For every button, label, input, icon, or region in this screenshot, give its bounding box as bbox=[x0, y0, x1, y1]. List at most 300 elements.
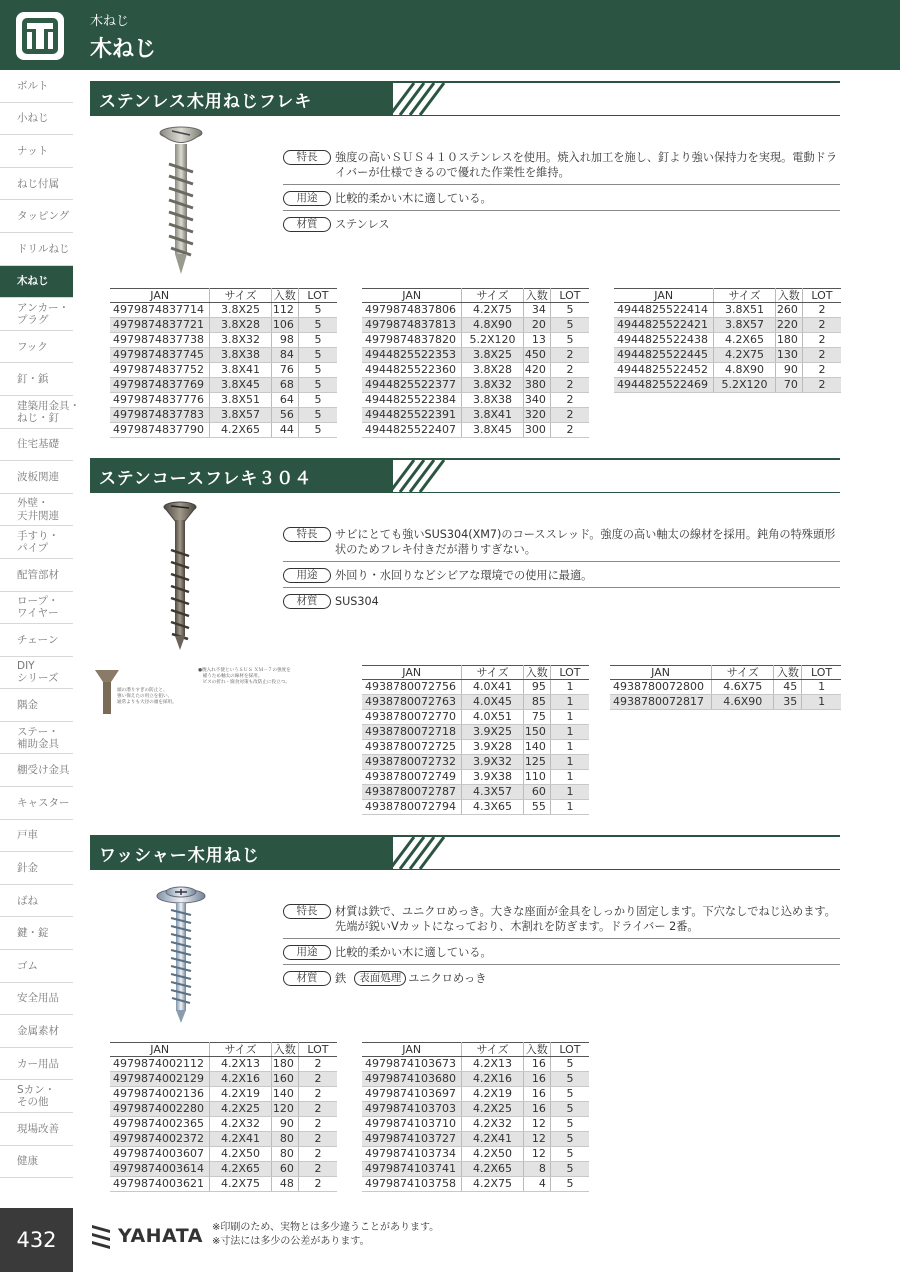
jan-cell: 4979874002365 bbox=[110, 1117, 210, 1132]
size-cell: 4.2X41 bbox=[462, 1132, 523, 1147]
table-row bbox=[362, 378, 589, 393]
jan-cell: 4944825522353 bbox=[362, 348, 462, 363]
section-title: ワッシャー木用ねじ bbox=[90, 837, 393, 869]
table-row bbox=[362, 800, 589, 815]
detail-note-1: 頭の潜りすぎの防止と、 強い保えたの用立を狙い、 通常よりも大径の頭を採用。 bbox=[117, 688, 177, 705]
lot-cell: 2 bbox=[802, 348, 841, 363]
size-cell: 4.6X90 bbox=[712, 695, 774, 710]
quantity-cell: 112 bbox=[271, 303, 298, 318]
size-cell: 4.2X75 bbox=[462, 1177, 523, 1192]
column-header-jan: JAN bbox=[362, 666, 462, 680]
page-title: 木ねじ bbox=[90, 37, 157, 62]
table-row bbox=[362, 1177, 589, 1192]
quantity-cell: 340 bbox=[523, 393, 550, 408]
lot-cell: 1 bbox=[550, 710, 589, 725]
jan-cell: 4938780072794 bbox=[362, 800, 462, 815]
table-row bbox=[362, 1072, 589, 1087]
quantity-cell: 120 bbox=[271, 1102, 298, 1117]
table-row bbox=[110, 378, 337, 393]
sidebar-item[interactable]: 戸車 bbox=[0, 820, 73, 853]
quantity-cell: 35 bbox=[774, 695, 802, 710]
size-cell: 4.2X75 bbox=[462, 303, 523, 318]
quantity-cell: 56 bbox=[271, 408, 298, 423]
sidebar-item[interactable]: カー用品 bbox=[0, 1048, 73, 1081]
jan-cell: 4979874837783 bbox=[110, 408, 210, 423]
table-row bbox=[110, 1087, 337, 1102]
table-row bbox=[110, 333, 337, 348]
lot-cell: 2 bbox=[298, 1072, 337, 1087]
quantity-cell: 80 bbox=[271, 1132, 298, 1147]
lot-cell: 1 bbox=[550, 680, 589, 695]
sidebar-item[interactable]: 手すり・ パイプ bbox=[0, 526, 73, 559]
size-cell: 4.2X19 bbox=[210, 1087, 271, 1102]
table-row bbox=[614, 333, 841, 348]
size-cell: 3.8X32 bbox=[462, 378, 523, 393]
table-row bbox=[362, 710, 589, 725]
size-cell: 4.2X16 bbox=[462, 1072, 523, 1087]
quantity-cell: 80 bbox=[271, 1147, 298, 1162]
disclaimer-line-1: ※印刷のため、実物とは多少違うことがあります。 bbox=[212, 1222, 440, 1233]
size-cell: 4.2X65 bbox=[210, 1162, 271, 1177]
jan-cell: 4938780072817 bbox=[610, 695, 712, 710]
table-row bbox=[362, 770, 589, 785]
table-header-row bbox=[614, 289, 841, 303]
size-cell: 4.2X75 bbox=[210, 1177, 271, 1192]
size-cell: 3.8X25 bbox=[462, 348, 523, 363]
surface-treatment-tag: 表面処理 bbox=[354, 971, 406, 986]
table-row bbox=[110, 1147, 337, 1162]
table-row bbox=[110, 1117, 337, 1132]
lot-cell: 2 bbox=[298, 1162, 337, 1177]
sidebar-item[interactable]: 木ねじ bbox=[0, 266, 73, 299]
size-cell: 4.2X13 bbox=[462, 1057, 523, 1072]
lot-cell: 2 bbox=[550, 408, 589, 423]
usage-tag: 用途 bbox=[283, 568, 331, 583]
spec-table bbox=[362, 665, 589, 815]
lot-cell: 1 bbox=[802, 695, 841, 710]
lot-cell: 5 bbox=[550, 1087, 589, 1102]
column-header-jan: JAN bbox=[610, 666, 712, 680]
sidebar-item[interactable]: 配管部材 bbox=[0, 559, 73, 592]
stripes-decoration-icon bbox=[390, 837, 450, 869]
quantity-cell: 84 bbox=[271, 348, 298, 363]
quantity-cell: 12 bbox=[523, 1117, 550, 1132]
section-title: ステンコースフレキ３０４ bbox=[90, 460, 393, 492]
size-cell: 3.9X32 bbox=[462, 755, 523, 770]
category-sidebar bbox=[0, 70, 80, 1178]
size-cell: 3.8X51 bbox=[210, 393, 271, 408]
feature-row bbox=[283, 904, 840, 939]
size-cell: 4.2X25 bbox=[210, 1102, 271, 1117]
sidebar-item[interactable]: ドリルねじ bbox=[0, 233, 73, 266]
jan-cell: 4938780072763 bbox=[362, 695, 462, 710]
section-header-stainless-flex bbox=[90, 81, 840, 116]
sidebar-item[interactable]: 釘・鋲 bbox=[0, 363, 73, 396]
sidebar-item[interactable]: 建築用金具・ ねじ・釘 bbox=[0, 396, 73, 429]
jan-cell: 4938780072749 bbox=[362, 770, 462, 785]
quantity-cell: 13 bbox=[523, 333, 550, 348]
table-header-row bbox=[362, 1043, 589, 1057]
size-cell: 3.9X25 bbox=[462, 725, 523, 740]
sidebar-item[interactable]: 健康 bbox=[0, 1146, 73, 1179]
sidebar-item[interactable]: 波板関連 bbox=[0, 461, 73, 494]
lot-cell: 2 bbox=[802, 303, 841, 318]
quantity-cell: 300 bbox=[523, 423, 550, 438]
lot-cell: 1 bbox=[550, 770, 589, 785]
lot-cell: 5 bbox=[550, 1132, 589, 1147]
quantity-cell: 60 bbox=[523, 785, 550, 800]
header-subtitle: 木ねじ bbox=[90, 14, 130, 29]
quantity-cell: 16 bbox=[523, 1072, 550, 1087]
size-cell: 3.8X45 bbox=[462, 423, 523, 438]
column-header-lot: LOT bbox=[802, 666, 841, 680]
jan-cell: 4979874837776 bbox=[110, 393, 210, 408]
size-cell: 3.8X45 bbox=[210, 378, 271, 393]
table-row bbox=[110, 1177, 337, 1192]
size-cell: 4.2X25 bbox=[462, 1102, 523, 1117]
jan-cell: 4979874103727 bbox=[362, 1132, 462, 1147]
lot-cell: 1 bbox=[550, 695, 589, 710]
lot-cell: 5 bbox=[298, 393, 337, 408]
jan-cell: 4979874103734 bbox=[362, 1147, 462, 1162]
table-row bbox=[362, 408, 589, 423]
lot-cell: 2 bbox=[802, 363, 841, 378]
table-row bbox=[362, 785, 589, 800]
table-row bbox=[110, 318, 337, 333]
jan-cell: 4938780072725 bbox=[362, 740, 462, 755]
column-header-size: サイズ bbox=[462, 666, 523, 680]
column-header-qty: 入数 bbox=[523, 1043, 550, 1057]
features-stain-coarse-304 bbox=[283, 527, 840, 619]
screw-head-closeup-icon bbox=[95, 668, 119, 714]
jan-cell: 4979874837738 bbox=[110, 333, 210, 348]
column-header-lot: LOT bbox=[550, 666, 589, 680]
lot-cell: 2 bbox=[298, 1102, 337, 1117]
jan-cell: 4979874837752 bbox=[110, 363, 210, 378]
jan-cell: 4938780072800 bbox=[610, 680, 712, 695]
column-header-qty: 入数 bbox=[271, 1043, 298, 1057]
lot-cell: 2 bbox=[550, 363, 589, 378]
spec-table bbox=[362, 288, 589, 438]
sidebar-item[interactable]: キャスター bbox=[0, 787, 73, 820]
stain-coarse-304-screw-image bbox=[160, 500, 200, 652]
column-header-jan: JAN bbox=[614, 289, 714, 303]
lot-cell: 5 bbox=[550, 333, 589, 348]
sidebar-item[interactable]: 現場改善 bbox=[0, 1113, 73, 1146]
quantity-cell: 45 bbox=[774, 680, 802, 695]
quantity-cell: 140 bbox=[271, 1087, 298, 1102]
spec-table bbox=[362, 1042, 589, 1192]
table-row bbox=[362, 1102, 589, 1117]
column-header-lot: LOT bbox=[550, 289, 589, 303]
size-cell: 4.2X65 bbox=[210, 423, 271, 438]
jan-cell: 4944825522360 bbox=[362, 363, 462, 378]
table-header-row bbox=[110, 1043, 337, 1057]
size-cell: 4.2X50 bbox=[462, 1147, 523, 1162]
sidebar-item[interactable]: DIY シリーズ bbox=[0, 657, 73, 690]
table-row bbox=[362, 1147, 589, 1162]
sidebar-item[interactable]: ステー・ 補助金具 bbox=[0, 722, 73, 755]
size-cell: 4.2X65 bbox=[714, 333, 775, 348]
quantity-cell: 34 bbox=[523, 303, 550, 318]
table-row bbox=[110, 1132, 337, 1147]
table-row bbox=[110, 423, 337, 438]
column-header-size: サイズ bbox=[714, 289, 775, 303]
quantity-cell: 20 bbox=[523, 318, 550, 333]
quantity-cell: 106 bbox=[271, 318, 298, 333]
table-row bbox=[614, 303, 841, 318]
section-header-stain-coarse-304 bbox=[90, 458, 840, 493]
material-text: SUS304 bbox=[335, 595, 379, 608]
sidebar-item[interactable]: 安全用品 bbox=[0, 983, 73, 1016]
brand-name: YAHATA bbox=[118, 1225, 203, 1247]
quantity-cell: 16 bbox=[523, 1102, 550, 1117]
spec-table bbox=[110, 288, 337, 438]
lot-cell: 2 bbox=[298, 1117, 337, 1132]
size-cell: 3.8X57 bbox=[714, 318, 775, 333]
jan-cell: 4944825522407 bbox=[362, 423, 462, 438]
feature-text: 材質は鉄で、ユニクロめっき。大きな座面が金具をしっかり固定します。下穴なしでねじ込めます。先端が鋭いVカットになっており、木割れを防ぎます。ドライバー 2番。 bbox=[335, 905, 836, 933]
sidebar-item[interactable]: ロープ・ ワイヤー bbox=[0, 592, 73, 625]
quantity-cell: 450 bbox=[523, 348, 550, 363]
quantity-cell: 64 bbox=[271, 393, 298, 408]
quantity-cell: 90 bbox=[775, 363, 802, 378]
table-row bbox=[362, 680, 589, 695]
stainless-flex-screw-image bbox=[150, 124, 210, 276]
size-cell: 4.3X65 bbox=[462, 800, 523, 815]
jan-cell: 4979874837806 bbox=[362, 303, 462, 318]
sidebar-item[interactable]: チェーン bbox=[0, 624, 73, 657]
stripes-decoration-icon bbox=[390, 460, 450, 492]
table-row bbox=[362, 393, 589, 408]
usage-text: 比較的柔かい木に適している。 bbox=[335, 192, 492, 205]
size-cell: 5.2X120 bbox=[462, 333, 523, 348]
size-cell: 4.2X32 bbox=[462, 1117, 523, 1132]
size-cell: 3.8X57 bbox=[210, 408, 271, 423]
lot-cell: 5 bbox=[550, 303, 589, 318]
table-row bbox=[362, 695, 589, 710]
table-row bbox=[362, 1087, 589, 1102]
table-row bbox=[110, 408, 337, 423]
lot-cell: 2 bbox=[550, 348, 589, 363]
column-header-qty: 入数 bbox=[775, 289, 802, 303]
sidebar-item[interactable]: ねじ付属 bbox=[0, 168, 73, 201]
sidebar-item[interactable]: ナット bbox=[0, 135, 73, 168]
table-row bbox=[110, 363, 337, 378]
feature-tag: 特長 bbox=[283, 904, 331, 919]
table-row bbox=[110, 1162, 337, 1177]
material-tag: 材質 bbox=[283, 594, 331, 609]
jan-cell: 4944825522438 bbox=[614, 333, 714, 348]
sidebar-item[interactable]: ボルト bbox=[0, 70, 73, 103]
column-header-jan: JAN bbox=[110, 1043, 210, 1057]
sidebar-item[interactable]: 住宅基礎 bbox=[0, 429, 73, 462]
quantity-cell: 420 bbox=[523, 363, 550, 378]
lot-cell: 2 bbox=[802, 318, 841, 333]
quantity-cell: 260 bbox=[775, 303, 802, 318]
feature-text: サビにとても強いSUS304(XM7)のコーススレッド。強度の高い軸太の線材を採用。鈍角の特殊頭形状のためフレキ付きだが潜りすぎない。 bbox=[335, 528, 836, 556]
lot-cell: 1 bbox=[550, 755, 589, 770]
table-row bbox=[110, 1057, 337, 1072]
sidebar-item[interactable]: フック bbox=[0, 331, 73, 364]
sidebar-item[interactable]: ゴム bbox=[0, 950, 73, 983]
table-row bbox=[362, 725, 589, 740]
sidebar-item[interactable]: Sカン・ その他 bbox=[0, 1080, 73, 1113]
usage-tag: 用途 bbox=[283, 945, 331, 960]
size-cell: 4.8X90 bbox=[462, 318, 523, 333]
quantity-cell: 380 bbox=[523, 378, 550, 393]
table-row bbox=[362, 740, 589, 755]
lot-cell: 2 bbox=[298, 1057, 337, 1072]
yahata-logo-icon bbox=[90, 1222, 112, 1250]
spec-table bbox=[610, 665, 841, 710]
table-row bbox=[110, 303, 337, 318]
section-header-washer-screw bbox=[90, 835, 840, 870]
table-row bbox=[362, 348, 589, 363]
quantity-cell: 12 bbox=[523, 1132, 550, 1147]
material-tag: 材質 bbox=[283, 217, 331, 232]
column-header-jan: JAN bbox=[110, 289, 210, 303]
material-row bbox=[283, 217, 840, 236]
lot-cell: 1 bbox=[550, 785, 589, 800]
lot-cell: 2 bbox=[298, 1147, 337, 1162]
jan-cell: 4944825522452 bbox=[614, 363, 714, 378]
jan-cell: 4979874002112 bbox=[110, 1057, 210, 1072]
lot-cell: 5 bbox=[298, 378, 337, 393]
quantity-cell: 68 bbox=[271, 378, 298, 393]
jan-cell: 4979874103758 bbox=[362, 1177, 462, 1192]
usage-text: 外回り・水回りなどシビアな環境での使用に最適。 bbox=[335, 569, 593, 582]
column-header-qty: 入数 bbox=[523, 666, 550, 680]
lot-cell: 1 bbox=[550, 800, 589, 815]
sidebar-item[interactable]: 棚受け金具 bbox=[0, 754, 73, 787]
sidebar-item[interactable]: 鍵・錠 bbox=[0, 917, 73, 950]
lot-cell: 1 bbox=[802, 680, 841, 695]
quantity-cell: 180 bbox=[775, 333, 802, 348]
sidebar-item[interactable]: タッピング bbox=[0, 200, 73, 233]
jan-cell: 4979874103710 bbox=[362, 1117, 462, 1132]
column-header-qty: 入数 bbox=[271, 289, 298, 303]
size-cell: 4.2X19 bbox=[462, 1087, 523, 1102]
table-header-row bbox=[362, 666, 589, 680]
size-cell: 3.8X41 bbox=[462, 408, 523, 423]
jan-cell: 4979874837813 bbox=[362, 318, 462, 333]
lot-cell: 5 bbox=[550, 1117, 589, 1132]
quantity-cell: 110 bbox=[523, 770, 550, 785]
lot-cell: 5 bbox=[298, 363, 337, 378]
category-logo-icon bbox=[16, 12, 64, 60]
brand-logo bbox=[90, 1222, 203, 1250]
size-cell: 4.0X51 bbox=[462, 710, 523, 725]
quantity-cell: 16 bbox=[523, 1087, 550, 1102]
table-row bbox=[362, 333, 589, 348]
jan-cell: 4938780072718 bbox=[362, 725, 462, 740]
jan-cell: 4979874103697 bbox=[362, 1087, 462, 1102]
size-cell: 4.2X41 bbox=[210, 1132, 271, 1147]
sidebar-item[interactable]: アンカー・ プラグ bbox=[0, 298, 73, 331]
column-header-lot: LOT bbox=[550, 1043, 589, 1057]
quantity-cell: 90 bbox=[271, 1117, 298, 1132]
feature-row bbox=[283, 150, 840, 185]
lot-cell: 5 bbox=[550, 318, 589, 333]
sidebar-item[interactable]: 外壁・ 天井関連 bbox=[0, 494, 73, 527]
table-row bbox=[614, 348, 841, 363]
sidebar-item[interactable]: 小ねじ bbox=[0, 103, 73, 136]
jan-cell: 4944825522421 bbox=[614, 318, 714, 333]
jan-cell: 4979874103673 bbox=[362, 1057, 462, 1072]
quantity-cell: 60 bbox=[271, 1162, 298, 1177]
column-header-qty: 入数 bbox=[523, 289, 550, 303]
quantity-cell: 44 bbox=[271, 423, 298, 438]
quantity-cell: 76 bbox=[271, 363, 298, 378]
feature-tag: 特長 bbox=[283, 527, 331, 542]
sidebar-item[interactable]: 金属素材 bbox=[0, 1015, 73, 1048]
table-row bbox=[362, 1057, 589, 1072]
table-row bbox=[110, 393, 337, 408]
lot-cell: 5 bbox=[550, 1102, 589, 1117]
table-row bbox=[362, 1132, 589, 1147]
quantity-cell: 150 bbox=[523, 725, 550, 740]
quantity-cell: 55 bbox=[523, 800, 550, 815]
size-cell: 4.8X90 bbox=[714, 363, 775, 378]
quantity-cell: 220 bbox=[775, 318, 802, 333]
lot-cell: 5 bbox=[550, 1162, 589, 1177]
table-header-row bbox=[610, 666, 841, 680]
column-header-lot: LOT bbox=[298, 1043, 337, 1057]
detail-note-2: ●焼入れ不使というＳＵＳ ＸＭ－７の強度を 補うため軸太の線材を採用。 ビスの折れ・腐食対策も改防止に役立つ。 bbox=[198, 668, 291, 685]
jan-cell: 4979874837769 bbox=[110, 378, 210, 393]
section-title: ステンレス木用ねじフレキ bbox=[90, 83, 393, 115]
jan-cell: 4938780072756 bbox=[362, 680, 462, 695]
column-header-jan: JAN bbox=[362, 1043, 462, 1057]
sidebar-item[interactable]: ばね bbox=[0, 885, 73, 918]
sidebar-item[interactable]: 隅金 bbox=[0, 689, 73, 722]
table-row bbox=[362, 423, 589, 438]
quantity-cell: 130 bbox=[775, 348, 802, 363]
table-row bbox=[362, 318, 589, 333]
jan-cell: 4979874002129 bbox=[110, 1072, 210, 1087]
table-row bbox=[614, 363, 841, 378]
lot-cell: 5 bbox=[550, 1177, 589, 1192]
lot-cell: 2 bbox=[298, 1132, 337, 1147]
jan-cell: 4979874837714 bbox=[110, 303, 210, 318]
washer-screw-image bbox=[155, 884, 207, 1024]
usage-row bbox=[283, 568, 840, 588]
features-stainless-flex bbox=[283, 150, 840, 242]
sidebar-item[interactable]: 針金 bbox=[0, 852, 73, 885]
material-tag: 材質 bbox=[283, 971, 331, 986]
lot-cell: 2 bbox=[550, 378, 589, 393]
page-number: 432 bbox=[0, 1208, 73, 1272]
jan-cell: 4944825522445 bbox=[614, 348, 714, 363]
page-header bbox=[0, 0, 900, 70]
column-header-size: サイズ bbox=[462, 289, 523, 303]
footer-disclaimer bbox=[212, 1221, 439, 1248]
size-cell: 3.8X41 bbox=[210, 363, 271, 378]
column-header-size: サイズ bbox=[210, 1043, 271, 1057]
jan-cell: 4944825522391 bbox=[362, 408, 462, 423]
quantity-cell: 320 bbox=[523, 408, 550, 423]
spec-table bbox=[614, 288, 841, 393]
usage-text: 比較的柔かい木に適している。 bbox=[335, 946, 492, 959]
quantity-cell: 75 bbox=[523, 710, 550, 725]
size-cell: 5.2X120 bbox=[714, 378, 775, 393]
size-cell: 4.2X50 bbox=[210, 1147, 271, 1162]
spec-table bbox=[110, 1042, 337, 1192]
size-cell: 4.0X45 bbox=[462, 695, 523, 710]
feature-row bbox=[283, 527, 840, 562]
size-cell: 3.8X32 bbox=[210, 333, 271, 348]
